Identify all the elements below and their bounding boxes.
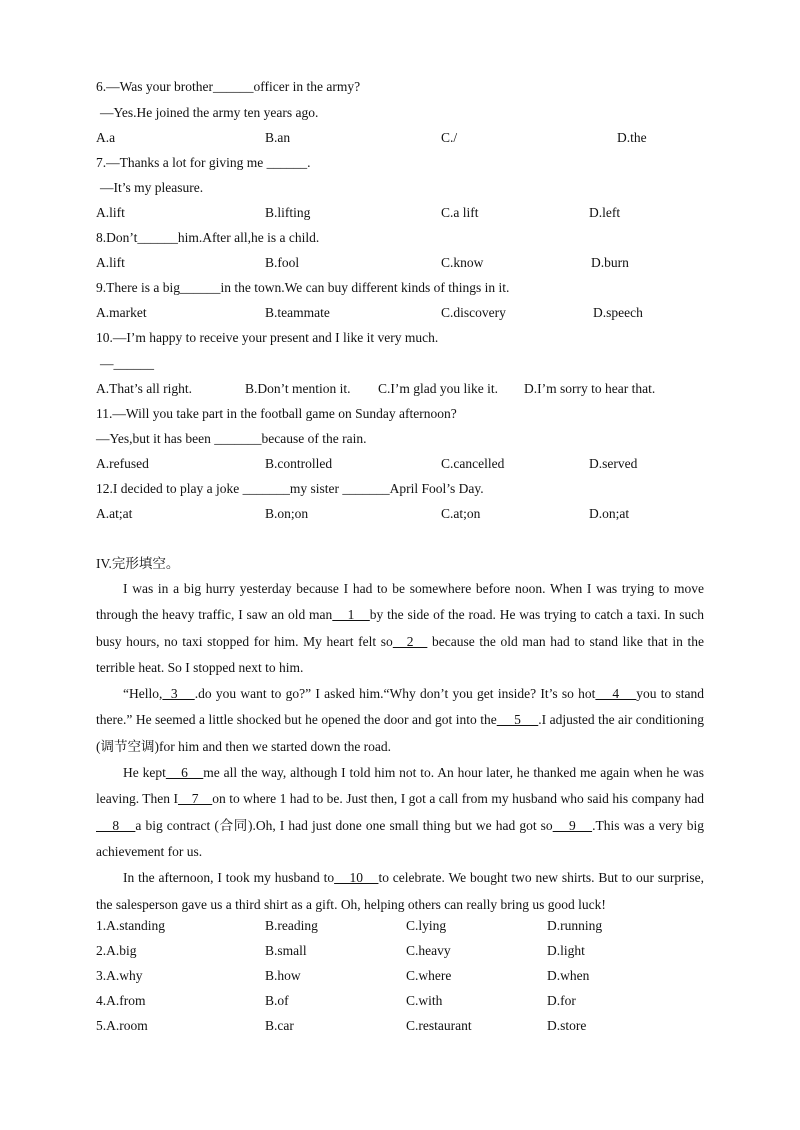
option-c: C.cancelled bbox=[441, 456, 505, 471]
cloze-option-2b: B.small bbox=[265, 943, 307, 958]
option-a: A.market bbox=[96, 305, 147, 320]
option-c: C.at;on bbox=[441, 506, 481, 521]
passage-text: on to where 1 had to be. Just then, I got a call from my husband who said his company had bbox=[212, 791, 704, 807]
question-9-stem: 9.There is a big______in the town.We can buy different kinds of things in it. bbox=[96, 280, 510, 295]
option-a: A.at;at bbox=[96, 506, 133, 521]
question-10-reply: —______ bbox=[100, 356, 154, 371]
option-b: B.an bbox=[265, 130, 291, 145]
option-a: A.a bbox=[96, 130, 116, 145]
option-d: D.on;at bbox=[589, 506, 630, 521]
option-c: C.a lift bbox=[441, 205, 479, 220]
question-8-stem: 8.Don’t______him.After all,he is a child. bbox=[96, 230, 320, 245]
question-10-stem: 10.—I’m happy to receive your present and I like it very much. bbox=[96, 330, 439, 345]
option-c: C.discovery bbox=[441, 305, 506, 320]
blank-3: 3 bbox=[162, 686, 195, 702]
question-6-reply: —Yes.He joined the army ten years ago. bbox=[100, 105, 319, 120]
cloze-option-3b: B.how bbox=[265, 968, 301, 983]
question-7-stem: 7.—Thanks a lot for giving me ______. bbox=[96, 155, 311, 170]
cloze-paragraph-4 bbox=[96, 865, 704, 918]
blank-2: 2 bbox=[392, 633, 428, 649]
option-a: A.That’s all right. bbox=[96, 381, 192, 396]
passage-text: because the old man had to stand like that in the terrible heat. So I stopped next to him. bbox=[96, 633, 705, 675]
question-11-stem: 11.—Will you take part in the football game on Sunday afternoon? bbox=[96, 406, 457, 421]
question-12-stem: 12.I decided to play a joke _______my sister _______April Fool’s Day. bbox=[96, 481, 484, 496]
cloze-option-3d: D.when bbox=[547, 968, 590, 983]
cloze-paragraph-1 bbox=[96, 576, 704, 681]
option-d: D.left bbox=[589, 205, 621, 220]
cloze-option-4a: 4.A.from bbox=[96, 993, 146, 1008]
passage-text: In the afternoon, I took my husband to bbox=[123, 870, 335, 886]
cloze-option-4c: C.with bbox=[406, 993, 443, 1008]
option-d: D.the bbox=[617, 130, 647, 145]
option-b: B.controlled bbox=[265, 456, 333, 471]
passage-text: by the side of the road. He was trying to catch a taxi. In such busy hours, no taxi stopped for him. My heart felt so bbox=[96, 607, 704, 649]
cloze-option-1b: B.reading bbox=[265, 918, 318, 933]
cloze-option-1a: 1.A.standing bbox=[96, 918, 165, 933]
option-b: B.teammate bbox=[265, 305, 330, 320]
blank-6: 6 bbox=[165, 765, 204, 781]
blank-5: 5 bbox=[496, 712, 539, 728]
cloze-option-1d: D.running bbox=[547, 918, 603, 933]
option-b: B.lifting bbox=[265, 205, 311, 220]
passage-text: I was in a big hurry yesterday because I had to be somewhere before noon. When I was trying to move through the heavy traffic, I saw an old man bbox=[96, 581, 704, 623]
cloze-option-2d: D.light bbox=[547, 943, 585, 958]
cloze-option-4b: B.of bbox=[265, 993, 289, 1008]
cloze-option-1c: C.lying bbox=[406, 918, 447, 933]
option-a: A.lift bbox=[96, 205, 125, 220]
option-d: D.burn bbox=[591, 255, 629, 270]
cloze-option-3a: 3.A.why bbox=[96, 968, 143, 983]
passage-text: .do you want to go?” I asked him.“Why don’t you get inside? It’s so hot bbox=[194, 686, 596, 702]
passage-text: He kept bbox=[123, 765, 166, 781]
option-a: A.lift bbox=[96, 255, 125, 270]
option-d: D.speech bbox=[593, 305, 643, 320]
option-d: D.served bbox=[589, 456, 638, 471]
option-b: B.on;on bbox=[265, 506, 309, 521]
cloze-option-4d: D.for bbox=[547, 993, 576, 1008]
cloze-option-2a: 2.A.big bbox=[96, 943, 137, 958]
cloze-paragraph-3 bbox=[96, 760, 704, 865]
blank-9: 9 bbox=[552, 817, 593, 833]
blank-7: 7 bbox=[177, 791, 213, 807]
passage-text: .I adjusted the air conditioning (调节空调)for him and then we started down the road. bbox=[96, 712, 705, 754]
cloze-option-3c: C.where bbox=[406, 968, 452, 983]
cloze-option-5b: B.car bbox=[265, 1018, 294, 1033]
option-a: A.refused bbox=[96, 456, 149, 471]
option-c: C./ bbox=[441, 130, 458, 145]
question-6-stem: 6.—Was your brother______officer in the army? bbox=[96, 79, 361, 94]
option-c: C.I’m glad you like it. bbox=[378, 381, 498, 396]
option-b: B.Don’t mention it. bbox=[245, 381, 351, 396]
question-11-reply: —Yes,but it has been _______because of the rain. bbox=[96, 431, 367, 446]
question-7-reply: —It’s my pleasure. bbox=[100, 180, 204, 195]
option-c: C.know bbox=[441, 255, 484, 270]
passage-text: “Hello, bbox=[123, 686, 163, 702]
passage-text: a big contract (合同).Oh, I had just done one small thing but we had got so bbox=[135, 817, 553, 833]
cloze-option-5c: C.restaurant bbox=[406, 1018, 472, 1033]
blank-10: 10 bbox=[334, 870, 379, 886]
option-b: B.fool bbox=[265, 255, 300, 270]
cloze-option-5a: 5.A.room bbox=[96, 1018, 148, 1033]
blank-1: 1 bbox=[332, 607, 370, 623]
section-title: IV.完形填空。 bbox=[96, 556, 180, 571]
option-d: D.I’m sorry to hear that. bbox=[524, 381, 656, 396]
blank-8: 8 bbox=[96, 817, 136, 833]
cloze-option-5d: D.store bbox=[547, 1018, 587, 1033]
passage-text: you to stand there.” He seemed a little shocked but he opened the door and got into the bbox=[96, 686, 705, 728]
passage-text: me all the way, although I told him not to. An hour later, he thanked me again when he was leaving. Then I bbox=[96, 765, 705, 807]
cloze-option-2c: C.heavy bbox=[406, 943, 451, 958]
blank-4: 4 bbox=[595, 686, 637, 702]
cloze-paragraph-2 bbox=[96, 681, 704, 760]
cloze-passage bbox=[96, 576, 704, 918]
passage-text: .This was a very big achievement for us. bbox=[96, 817, 705, 859]
passage-text: to celebrate. We bought two new shirts. But to our surprise, the salesperson gave us a third shirt as a gift. Oh, helping others can really bring us good luck! bbox=[96, 870, 705, 912]
